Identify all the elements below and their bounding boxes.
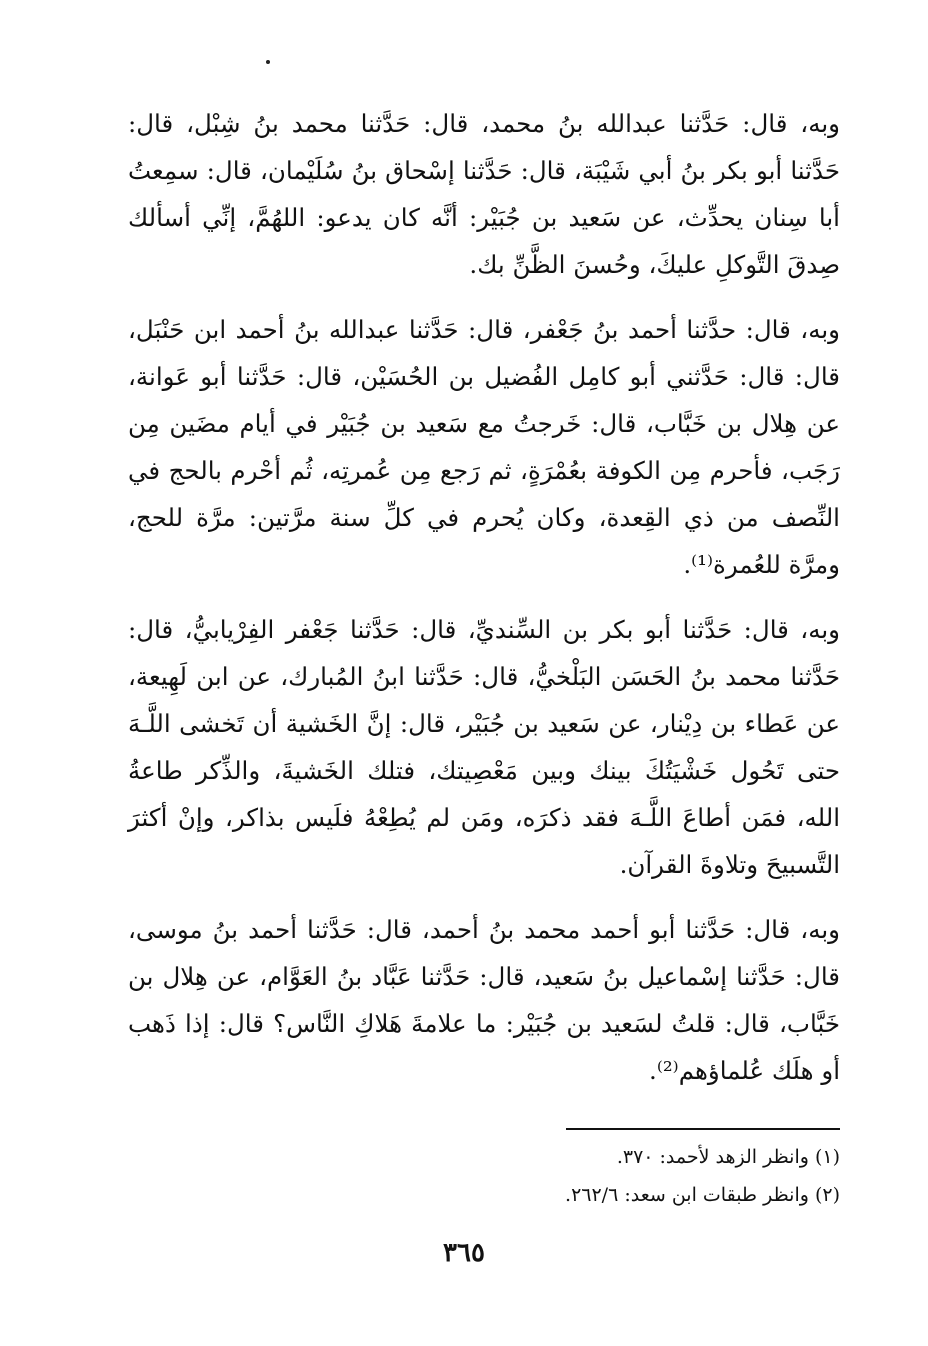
main-text bbox=[128, 100, 840, 1112]
footnotes bbox=[140, 1138, 840, 1214]
footnote-2: (٢) وانظر طبقات ابن سعد: ٢٦٢/٦. bbox=[565, 1184, 840, 1206]
paragraph-4: وبه، قال: حَدَّثنا أبو أحمد محمد بنُ أحمد، قال: حَدَّثنا أحمد بنُ موسى، قال: حَدَّثنا إسْماعيل بنُ سَعيد، قال: حَدَّثنا عَبَّاد بنُ العَوَّام، عن هِلال بن خَبَّاب، قال: قلتُ لسَعيد بن جُبَيْر: ما علامةَ هَلاكِ النَّاس؟ قال: إذا ذَهب أو هلَك عُلماؤهم⁽²⁾. bbox=[128, 915, 840, 1085]
page-number: ٣٦٥ bbox=[443, 1238, 485, 1268]
paragraph-1: وبه، قال: حَدَّثنا عبدالله بنُ محمد، قال: حَدَّثنا محمد بنُ شِبْل، قال: حَدَّثنا أبو بكر بنُ أبي شَيْبَة، قال: حَدَّثنا إسْحاق بنُ سُلَيْمان، قال: سمِعتُ أبا سِنان يحدِّث، عن سَعيد بن جُبَيْر: أنَّه كان يدعو: اللهُمَّ، إنِّي أسألك صِدقَ التَّوكلِ عليكَ، وحُسنَ الظَّنِّ بك. bbox=[128, 109, 840, 279]
paragraph-3: وبه، قال: حَدَّثنا أبو بكر بن السِّنديِّ، قال: حَدَّثنا جَعْفر الفِرْيابيُّ، قال: حَدَّثنا محمد بنُ الحَسَن البَلْخيُّ، قال: حَدَّثنا ابنُ المُبارك، عن ابن لَهِيعة، عن عَطاء بن دِيْنار، عن سَعيد بن جُبَيْر، قال: إنَّ الخَشية أن تَخشى اللَّـهَ حتى تَحُول خَشْيَتُكَ بينك وبين مَعْصِيتك، فتلك الخَشيةَ، والذِّكر طاعةُ الله، فمَن أطاعَ اللَّـهَ فقد ذكرَه، ومَن لم يُطِعْهُ فلَيس بذاكر، وإنْ أكثرَ التَّسبيحَ وتلاوةَ القرآن. bbox=[128, 615, 841, 879]
ink-dot bbox=[266, 60, 270, 64]
footnote-divider bbox=[566, 1128, 840, 1130]
paragraph-2: وبه، قال: حدَّثنا أحمد بنُ جَعْفر، قال: حَدَّثنا عبدالله بنُ أحمد ابن حَنْبَل، قال: قال: حَدَّثني أبو كامِل الفُضيل بن الحُسَيْن، قال: حَدَّثنا أبو عَوانة، عن هِلال بن خَبَّاب، قال: خَرجتُ مع سَعيد بن جُبَيْر في أيام مضَين مِن رَجَب، فأحرم مِن الكوفة بعُمْرَةٍ، ثم رَجع مِن عُمرتِه، ثُم أحْرم بالحج في النِّصف من ذي القِعدة، وكان يُحرم في كلِّ سنة مرَّتين: مرَّة للحج، ومرَّة للعُمرة⁽¹⁾. bbox=[128, 315, 840, 579]
footnote-1: (١) وانظر الزهد لأحمد: ٣٧٠. bbox=[616, 1146, 840, 1168]
